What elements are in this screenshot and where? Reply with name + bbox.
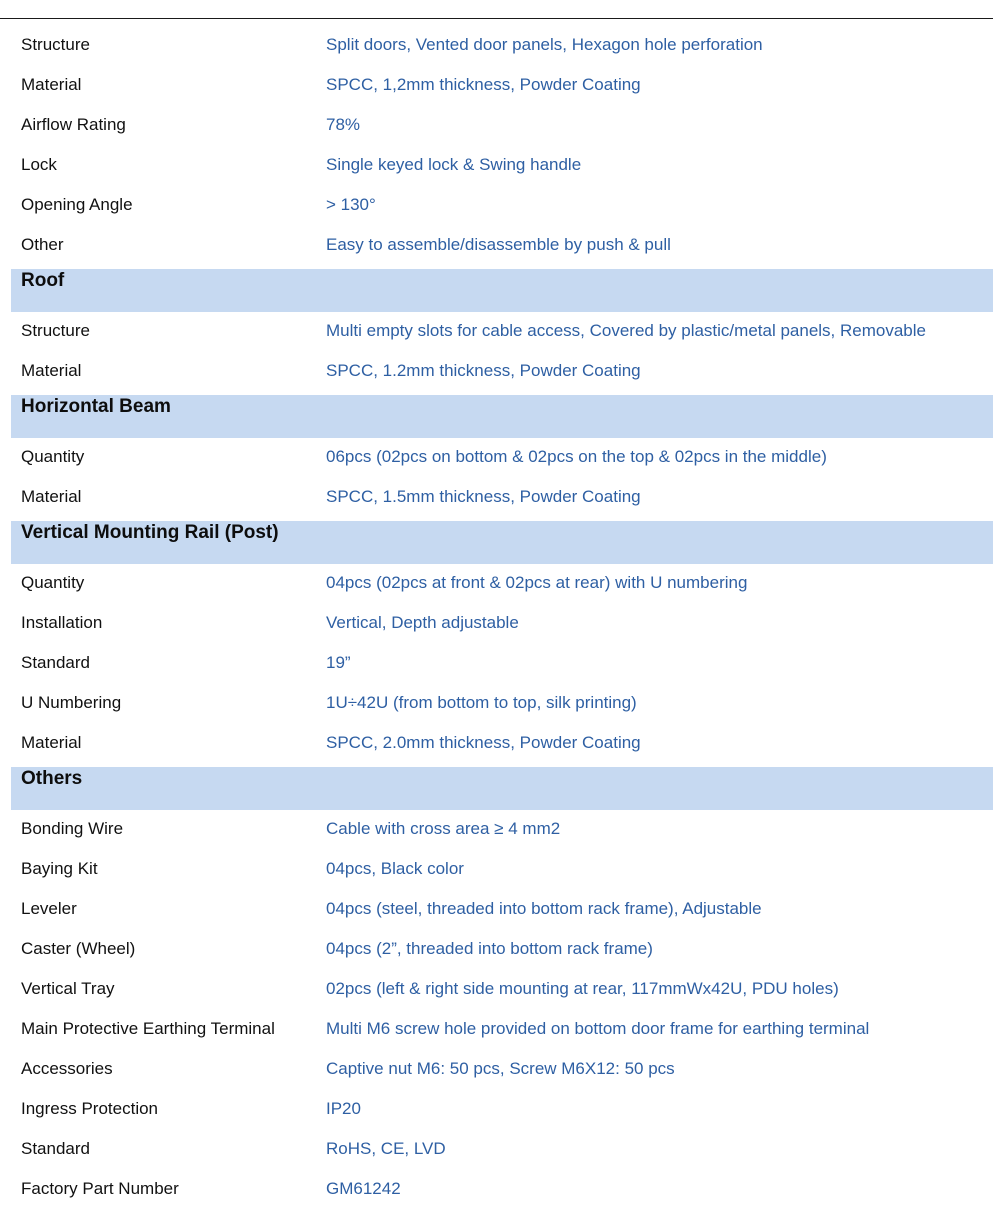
table-row <box>11 684 993 724</box>
table-row <box>11 1130 993 1170</box>
table-row <box>11 1090 993 1130</box>
table-row <box>11 478 993 518</box>
row-value: Split doors, Vented door panels, Hexagon hole perforation <box>326 35 763 54</box>
table-row <box>11 604 993 644</box>
table-row <box>11 1170 993 1210</box>
row-value: Easy to assemble/disassemble by push & pull <box>326 235 671 254</box>
table-row <box>11 930 993 970</box>
row-value: SPCC, 1,2mm thickness, Powder Coating <box>326 75 641 94</box>
table-row <box>11 66 993 106</box>
row-label: Ingress Protection <box>21 1099 159 1118</box>
section-title: Horizontal Beam <box>21 396 171 417</box>
row-label: Airflow Rating <box>21 115 126 134</box>
row-value: SPCC, 2.0mm thickness, Powder Coating <box>326 733 641 752</box>
row-label: Other <box>21 235 64 254</box>
row-label: Quantity <box>21 573 85 592</box>
table-row <box>11 850 993 890</box>
row-value: Single keyed lock & Swing handle <box>326 155 582 174</box>
row-label: Accessories <box>21 1059 113 1078</box>
row-value: 06pcs (02pcs on bottom & 02pcs on the top & 02pcs in the middle) <box>326 447 827 466</box>
row-value: IP20 <box>326 1099 361 1118</box>
section-title: Roof <box>21 270 65 291</box>
table-row <box>11 106 993 146</box>
table-row <box>11 890 993 930</box>
table-row <box>11 564 993 604</box>
row-value: SPCC, 1.5mm thickness, Powder Coating <box>326 487 641 506</box>
row-value: 04pcs (2”, threaded into bottom rack frame) <box>326 939 653 958</box>
row-value: 1U÷42U (from bottom to top, silk printing) <box>326 693 637 712</box>
row-label: Material <box>21 487 82 506</box>
row-label: Leveler <box>21 899 77 918</box>
row-value: Multi empty slots for cable access, Covered by plastic/metal panels, Removable <box>326 321 926 340</box>
table-row <box>11 1010 993 1050</box>
row-label: Factory Part Number <box>21 1179 179 1198</box>
row-value: 04pcs (steel, threaded into bottom rack frame), Adjustable <box>326 899 762 918</box>
spec-table <box>11 26 993 1210</box>
row-label: Installation <box>21 613 103 632</box>
row-value: Captive nut M6: 50 pcs, Screw M6X12: 50 pcs <box>326 1059 675 1078</box>
row-label: Main Protective Earthing Terminal <box>21 1019 275 1038</box>
table-row <box>11 352 993 392</box>
row-label: Standard <box>21 653 90 672</box>
row-value: 78% <box>326 115 361 134</box>
row-value: GM61242 <box>326 1179 401 1198</box>
row-value: 04pcs, Black color <box>326 859 464 878</box>
row-label: Lock <box>21 155 57 174</box>
row-value: Cable with cross area ≥ 4 mm2 <box>326 819 561 838</box>
table-row <box>11 312 993 352</box>
section-header-vertical-mounting-rail <box>11 521 993 564</box>
table-row <box>11 1050 993 1090</box>
row-label: Vertical Tray <box>21 979 115 998</box>
row-value: Multi M6 screw hole provided on bottom door frame for earthing terminal <box>326 1019 870 1038</box>
table-row <box>11 724 993 764</box>
row-value: RoHS, CE, LVD <box>326 1139 446 1158</box>
section-title: Others <box>21 768 83 789</box>
row-label: Quantity <box>21 447 85 466</box>
row-label: Baying Kit <box>21 859 98 878</box>
top-divider-line <box>0 18 993 19</box>
row-value: Vertical, Depth adjustable <box>326 613 519 632</box>
table-row <box>11 644 993 684</box>
row-value: SPCC, 1.2mm thickness, Powder Coating <box>326 361 641 380</box>
table-row <box>11 146 993 186</box>
table-row <box>11 970 993 1010</box>
row-label: Structure <box>21 321 90 340</box>
table-row <box>11 226 993 266</box>
table-row <box>11 186 993 226</box>
table-row <box>11 438 993 478</box>
table-row <box>11 26 993 66</box>
section-header-others <box>11 767 993 810</box>
row-label: Bonding Wire <box>21 819 124 838</box>
section-title: Vertical Mounting Rail (Post) <box>21 522 279 543</box>
section-header-horizontal-beam <box>11 395 993 438</box>
section-header-roof <box>11 269 993 312</box>
row-label: U Numbering <box>21 693 122 712</box>
row-value: 04pcs (02pcs at front & 02pcs at rear) with U numbering <box>326 573 748 592</box>
row-value: > 130° <box>326 195 376 214</box>
row-label: Material <box>21 733 82 752</box>
row-label: Opening Angle <box>21 195 133 214</box>
row-value: 02pcs (left & right side mounting at rear, 117mmWx42U, PDU holes) <box>326 979 839 998</box>
row-value: 19” <box>326 653 351 672</box>
row-label: Structure <box>21 35 90 54</box>
row-label: Material <box>21 361 82 380</box>
row-label: Caster (Wheel) <box>21 939 136 958</box>
row-label: Standard <box>21 1139 90 1158</box>
table-row <box>11 810 993 850</box>
row-label: Material <box>21 75 82 94</box>
